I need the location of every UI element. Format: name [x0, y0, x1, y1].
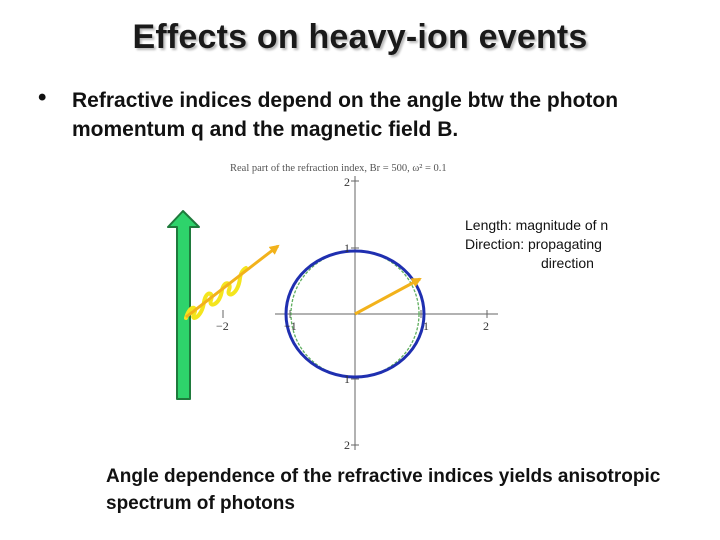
- y-tick-label-bottom-1: 1: [344, 372, 350, 386]
- plot-title: Real part of the refraction index, Br = 500, ω² = 0.1: [230, 163, 447, 174]
- bullet-text: Refractive indices depend on the angle btw the photon momentum q and the magnetic field B.: [72, 89, 619, 141]
- y-tick-label-bottom-2: 2: [344, 438, 350, 452]
- annotation-line-2: Direction: propagating: [465, 236, 602, 252]
- x-tick-label-2: 2: [483, 319, 489, 333]
- bullet-marker: •: [38, 84, 47, 111]
- photon-arrow: [186, 246, 278, 317]
- slide-caption: Angle dependence of the refractive indices yields anisotropic spectrum of photons: [106, 466, 661, 514]
- x-tick-label-neg2: −2: [216, 319, 229, 333]
- magnetic-field-arrow: [168, 211, 199, 399]
- momentum-vector: [355, 279, 420, 314]
- annotation-box: [465, 216, 665, 273]
- annotation-line-1: Length: magnitude of n: [465, 217, 609, 233]
- annotation-line-3: direction: [541, 255, 594, 271]
- slide-title: Effects on heavy-ion events: [132, 18, 588, 56]
- y-tick-label-top-2: 2: [344, 175, 350, 189]
- y-tick-label-top-1: 1: [344, 241, 350, 255]
- x-tick-label-neg1: −1: [284, 319, 297, 333]
- x-tick-label-1: 1: [423, 319, 429, 333]
